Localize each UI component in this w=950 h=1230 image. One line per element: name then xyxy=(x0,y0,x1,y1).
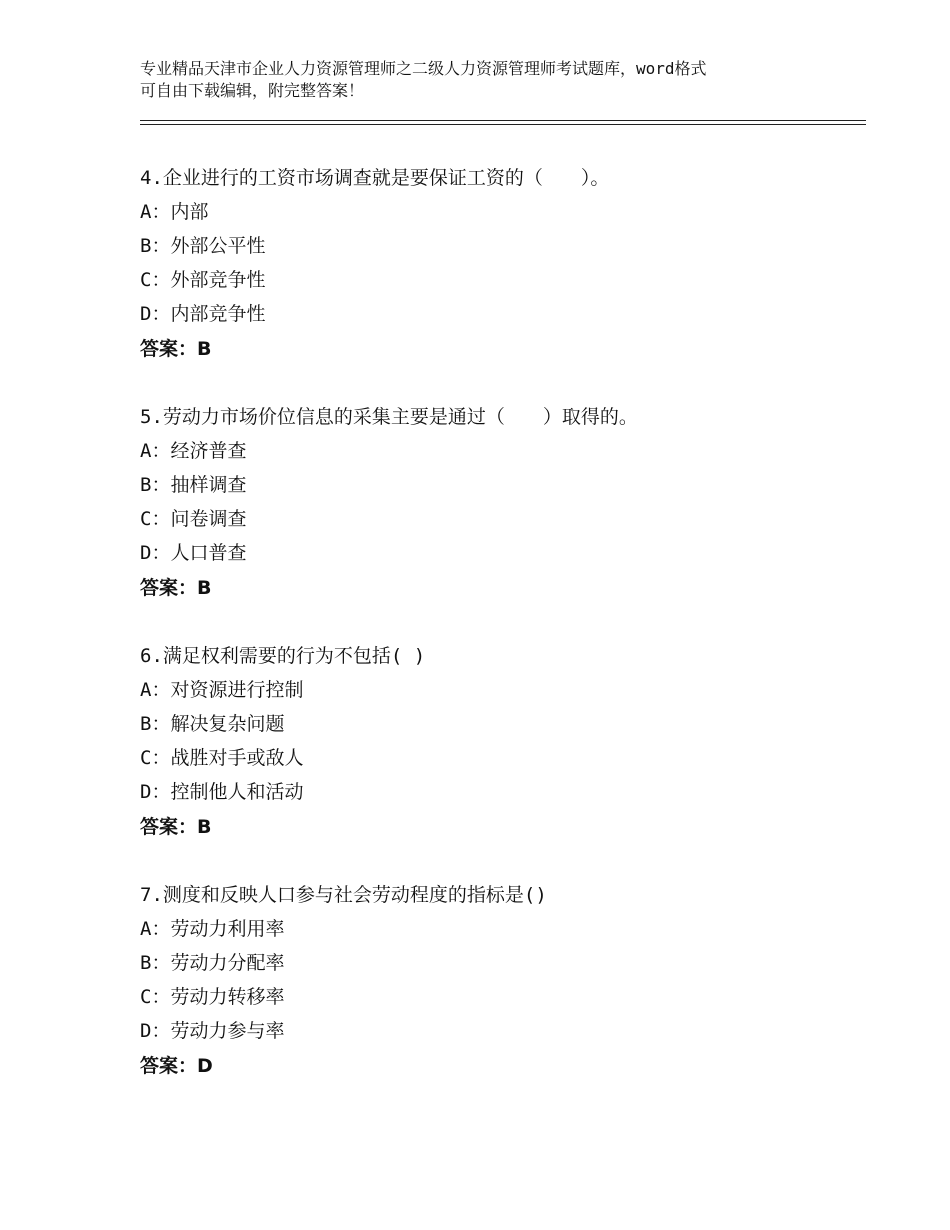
header-rule-top xyxy=(140,120,866,121)
question-6-option-b: B：解决复杂问题 xyxy=(140,713,285,735)
question-7-option-b: B：劳动力分配率 xyxy=(140,952,285,974)
question-6-option-d: D：控制他人和活动 xyxy=(140,781,304,803)
question-4-answer: 答案：B xyxy=(140,338,212,360)
question-6-answer: 答案：B xyxy=(140,816,212,838)
question-5-option-c: C：问卷调查 xyxy=(140,508,247,530)
question-7-stem: 7.测度和反映人口参与社会劳动程度的指标是() xyxy=(140,884,547,906)
question-5-stem: 5.劳动力市场价位信息的采集主要是通过（ ）取得的。 xyxy=(140,406,638,428)
question-4-option-a: A：内部 xyxy=(140,201,209,223)
question-6-option-a: A：对资源进行控制 xyxy=(140,679,304,701)
question-5-option-b: B：抽样调查 xyxy=(140,474,247,496)
question-7-answer: 答案：D xyxy=(140,1055,213,1077)
question-4-stem: 4.企业进行的工资市场调查就是要保证工资的（ ）。 xyxy=(140,167,610,189)
question-4-option-b: B：外部公平性 xyxy=(140,235,266,257)
question-4-option-d: D：内部竞争性 xyxy=(140,303,266,325)
document-header xyxy=(140,58,840,102)
question-5-option-d: D：人口普查 xyxy=(140,542,247,564)
header-line-1: 专业精品天津市企业人力资源管理师之二级人力资源管理师考试题库，word格式 xyxy=(140,59,707,78)
question-5-answer: 答案：B xyxy=(140,577,212,599)
question-7-option-a: A：劳动力利用率 xyxy=(140,918,285,940)
question-4-option-c: C：外部竞争性 xyxy=(140,269,266,291)
header-rule-bottom xyxy=(140,124,866,125)
question-5-option-a: A：经济普查 xyxy=(140,440,247,462)
question-7-option-c: C：劳动力转移率 xyxy=(140,986,285,1008)
header-line-2: 可自由下载编辑，附完整答案！ xyxy=(140,81,365,100)
question-7-option-d: D：劳动力参与率 xyxy=(140,1020,285,1042)
question-6-stem: 6.满足权利需要的行为不包括( ) xyxy=(140,645,426,667)
question-6-option-c: C：战胜对手或敌人 xyxy=(140,747,304,769)
